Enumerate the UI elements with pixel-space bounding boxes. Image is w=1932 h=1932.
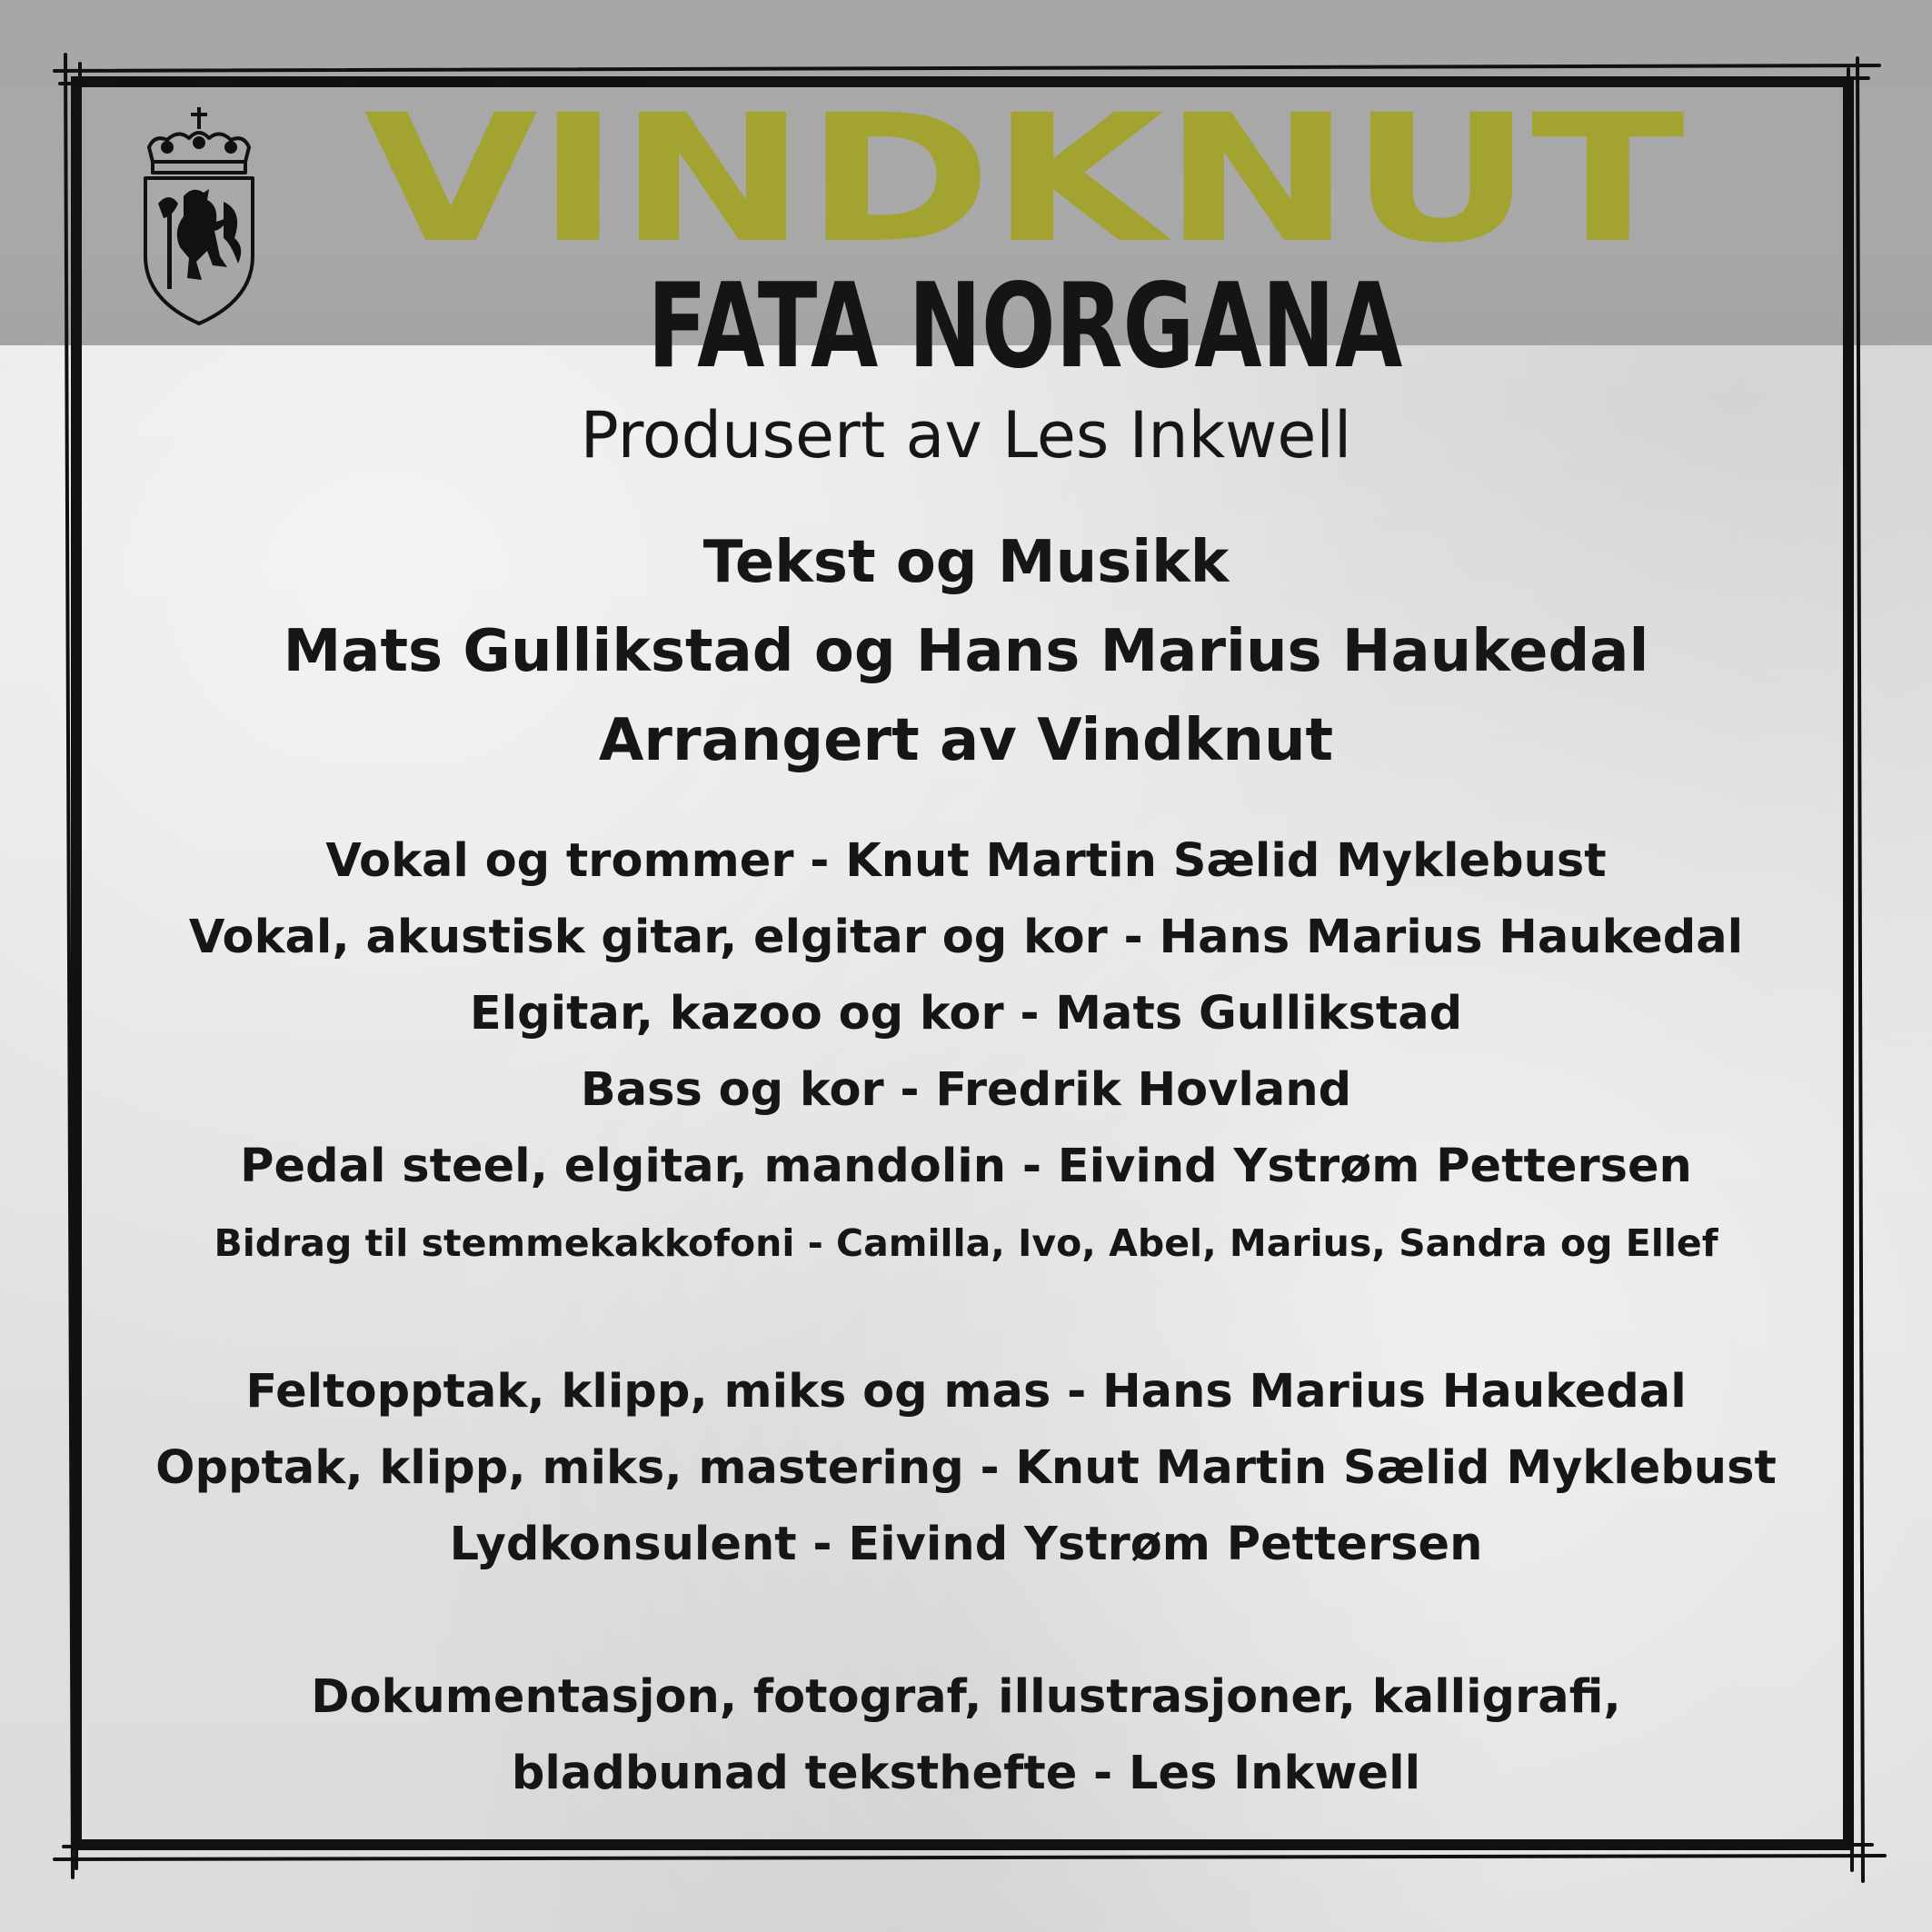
documentation-credits: [100, 1659, 1832, 1812]
songwriting-credits: [100, 518, 1832, 785]
norwegian-coat-of-arms-icon: [136, 102, 262, 329]
documentation-line: Dokumentasjon, fotograf, illustrasjoner, kalligrafi,: [311, 1670, 1621, 1724]
album-title: FATA NORGANA: [647, 259, 1403, 394]
documentation-line: bladbunad teksthefte - Les Inkwell: [511, 1747, 1421, 1800]
production-line: Opptak, klipp, miks, mastering - Knut Martin Sælid Myklebust: [155, 1441, 1777, 1495]
musician-line: Bass og kor - Fredrik Hovland: [580, 1063, 1352, 1117]
musician-line: Vokal og trommer - Knut Martin Sælid Myklebust: [325, 834, 1607, 888]
musician-line: Vokal, akustisk gitar, elgitar og kor - Hans Marius Haukedal: [188, 911, 1744, 964]
credit-line: Arrangert av Vindknut: [598, 707, 1334, 774]
band-name: VINDKNUT: [363, 77, 1683, 282]
producer-text: Produsert av Les Inkwell: [580, 398, 1352, 473]
production-line: Feltopptak, klipp, miks og mas - Hans Marius Haukedal: [245, 1365, 1687, 1419]
credit-line: Mats Gullikstad og Hans Marius Haukedal: [283, 618, 1649, 685]
production-line: Lydkonsulent - Eivind Ystrøm Pettersen: [449, 1518, 1483, 1571]
producer-line: [100, 396, 1832, 474]
musician-line: Pedal steel, elgitar, mandolin - Eivind Ystrøm Pettersen: [240, 1140, 1692, 1193]
musician-line: Elgitar, kazoo og kor - Mats Gullikstad: [469, 987, 1463, 1041]
musician-line: Bidrag til stemmekakkofoni - Camilla, Ivo, Abel, Marius, Sandra og Ellef: [214, 1221, 1718, 1265]
production-credits: [100, 1354, 1832, 1583]
musician-credits: [100, 823, 1832, 1281]
credit-line: Tekst og Musikk: [702, 529, 1230, 596]
